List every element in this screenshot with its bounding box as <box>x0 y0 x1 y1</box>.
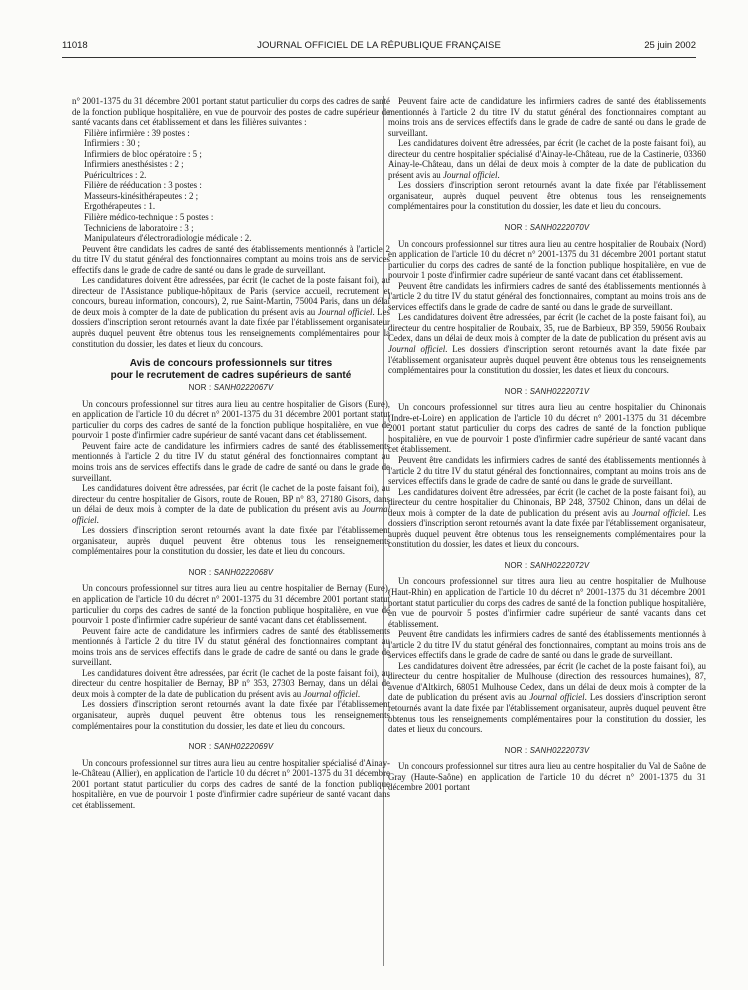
list-item: Techniciens de laboratoire : 3 ; <box>84 222 194 233</box>
list-item: Ergothérapeutes : 1. <box>84 201 156 212</box>
paragraph: Les candidatures doivent être adressées, par écrit (le cachet de la poste faisant foi), au directeur du centre hospitalier du Chinonais, BP 248, 37502 Chinon, dans un délai de deux mois à compter de la date de publication du présent avis au Journal officiel. Les dossiers d'inscription seront retournés avant la date fixée par l'établissement organisateur, auprès duquel peuvent être obtenus tous les renseignements complémentaires pour la constitution du dossier, les dates et lieux du concours. <box>388 486 706 550</box>
list-item: Masseurs-kinésithérapeutes : 2 ; <box>84 190 199 201</box>
paragraph: n° 2001-1375 du 31 décembre 2001 portant statut particulier du corps des cadres de santé de la fonction publique hospitalière, en vue de pourvoir des postes de cadre supérieur de santé vacants dans cet établissement et dans les filières suivantes : <box>72 96 390 128</box>
paragraph: Les candidatures doivent être adressées, par écrit (le cachet de la poste faisant foi), au directeur du centre hospitalier de Roubaix, 35, rue de Barbieux, BP 359, 59056 Roubaix Cedex, dans un délai de deux mois à compter de la date de publication du présent avis au Journal officiel. Les dossiers d'inscription seront retournés avant la date fixée par l'établissement organisateur auprès duquel peuvent être obtenus tous les renseignements complémentaires pour la constitution du dossier, les dates et lieux du concours. <box>388 312 706 376</box>
list-item: Filière de rééducation : 3 postes : <box>84 180 202 191</box>
paragraph: Peuvent être candidats les infirmiers cadres de santé des établissements mentionnés à l'article 2 du titre IV du statut général des fonctionnaires, comptant au moins trois ans de services effectifs dans le grade de cadre de santé ou dans le grade de surveillant. <box>388 454 706 487</box>
paragraph: Les candidatures doivent être adressées, par écrit (le cachet de la poste faisant foi), au directeur du centre hospitalier spécialisé d'Ainay-le-Château, rue de la Castinerie, 03360 Ainay-le-Château, dans un délai de deux mois à compter de la date de publication du présent avis au Journal officiel. <box>388 138 706 180</box>
list-item: Manipulateurs d'électroradiologie médicale : 2. <box>84 233 252 244</box>
paragraph: Les candidatures doivent être adressées, par écrit (le cachet de la poste faisant foi), au directeur de l'Assistance publique-hôpitaux de Paris (service accueil, recrutement et concours, bureau information, concours), 2, rue Saint-Martin, 75004 Paris, dans un délai de deux mois à compter de la date de publication du présent avis au Journal officiel. Les dossiers d'inscription seront retournés avant la date fixée par l'établissement organisateur auprès duquel peuvent être obtenus tous les renseignements complémentaires pour la constitution du dossier, les dates et lieux du concours. <box>72 275 390 349</box>
nor-reference: NOR : SANH0222072V <box>504 560 590 570</box>
page-number: 11018 <box>62 40 88 51</box>
nor-reference: NOR : SANH0222069V <box>188 742 274 752</box>
paragraph: Un concours professionnel sur titres aura lieu au centre hospitalier de Bernay (Eure), en application de l'article 10 du décret n° 2001-1375 du 31 décembre 2001 portant statut particulier du corps des cadres de santé de la fonction publique hospitalière, en vue de pourvoir 1 poste d'infirmier cadre supérieur de santé vacant dans cet établissement. <box>72 583 390 626</box>
list-item: Infirmiers anesthésistes : 2 ; <box>84 159 184 170</box>
list-item: Puéricultrices : 2. <box>84 169 147 180</box>
paragraph: Les dossiers d'inscription seront retournés avant la date fixée par l'établissement organisateur, auprès duquel peuvent être obtenus tous les renseignements complémentaires pour la constitution du dossier, les date et lieu du concours. <box>388 180 706 212</box>
list-item: Filière médico-technique : 5 postes : <box>84 212 214 223</box>
paragraph: Peuvent faire acte de candidature les infirmiers cadres de santé des établissements mentionnés à l'article 2 du titre IV du statut général des fonctionnaires comptant au moins trois ans de services effectifs dans le grade de cadre de santé ou dans le grade de surveillant. <box>72 440 390 483</box>
section-heading: Avis de concours professionnels sur titres pour le recrutement de cadres supérieurs de santé <box>110 358 352 381</box>
paragraph: Un concours professionnel sur titres aura lieu au centre hospitalier du Chinonais (Indre-et-Loire) en application de l'article 10 du décret n° 2001-1375 du 31 décembre 2001 portant statut particulier du corps des cadres de santé de la fonction publique hospitalière, en vue de pourvoir 1 poste d'infirmier cadre supérieur de santé vacant dans cet établissement. <box>388 402 706 455</box>
paragraph: Peuvent être candidats les infirmiers cadres de santé des établissements mentionnés à l'article 2 du titre IV du statut général des fonctionnaires, comptant au moins trois ans de services effectifs dans le grade de cadre de santé ou dans le grade de surveillant. <box>388 629 706 661</box>
nor-reference: NOR : SANH0222068V <box>188 567 274 577</box>
paragraph: Les candidatures doivent être adressées, par écrit (le cachet de la poste faisant foi), au directeur du centre hospitalier de Gisors, route de Rouen, BP n° 83, 27180 Gisors, dans un délai de deux mois à compter de la date de publication du présent avis au Journal officiel. <box>72 483 390 525</box>
journal-title: JOURNAL OFFICIEL DE LA RÉPUBLIQUE FRANÇAISE <box>257 40 501 51</box>
journal-officiel-ref: Journal officiel <box>442 169 498 180</box>
paragraph: Les dossiers d'inscription seront retournés avant la date fixée par l'établissement organisateur, auprès duquel peuvent être obtenus tous les renseignements complémentaires pour la constitution du dossier, les date et lieu du concours. <box>72 699 390 731</box>
list-item: Infirmiers : 30 ; <box>84 138 140 149</box>
list-item: Filière infirmière : 39 postes : <box>84 127 190 138</box>
nor-reference: NOR : SANH0222071V <box>504 386 590 396</box>
journal-officiel-ref: Journal officiel <box>303 688 358 699</box>
paragraph: Peuvent faire acte de candidature les infirmiers cadres de santé des établissements mentionnés à l'article 2 du titre IV du statut général des fonctionnaires comptant au moins trois ans de services effectifs dans le grade de cadre de santé ou dans le grade de surveillant. <box>72 625 390 668</box>
page-header <box>62 40 696 54</box>
journal-officiel-ref: Journal officiel <box>388 344 446 355</box>
nor-reference: NOR : SANH0222070V <box>504 223 590 233</box>
journal-officiel-ref: Journal officiel <box>632 507 688 518</box>
nor-reference: NOR : SANH0222067V <box>188 383 274 393</box>
journal-officiel-ref: Journal officiel <box>317 306 373 317</box>
paragraph: Peuvent faire acte de candidature les infirmiers cadres de santé des établissements mentionnés à l'article 2 du titre IV du statut général des fonctionnaires comptant au moins trois ans de services effectifs dans le grade de cadre de santé ou dans le grade de surveillant. <box>388 96 706 138</box>
publication-date: 25 juin 2002 <box>644 40 696 51</box>
paragraph: Les dossiers d'inscription seront retournés avant la date fixée par l'établissement organisateur, auprès duquel peuvent être obtenus tous les renseignements complémentaires pour la constitution du dossier, les date et lieu du concours. <box>72 525 390 557</box>
list-item: Infirmiers de bloc opératoire : 5 ; <box>84 148 202 159</box>
nor-reference: NOR : SANH0222073V <box>504 745 590 755</box>
paragraph: Un concours professionnel sur titres aura lieu au centre hospitalier de Mulhouse (Haut-Rhin) en application de l'article 10 du décret n° 2001-1375 du 31 décembre 2001 portant statut particulier du corps des cadres de santé de la fonction publique hospitalière, en vue de pourvoir 5 postes d'infirmier cadre supérieur de santé vacants dans cet établissement. <box>388 576 706 629</box>
paragraph: Un concours professionnel sur titres aura lieu au centre hospitalier de Roubaix (Nord) en application de l'article 10 du décret n° 2001-1375 du 31 décembre 2001 portant statut particulier du corps des cadres de santé de la fonction publique hospitalière, en vue de pourvoir 1 poste d'infirmier cadre supérieur de santé vacant dans cet établissement. <box>388 238 706 281</box>
left-column <box>72 96 390 810</box>
paragraph: Les candidatures doivent être adressées, par écrit (le cachet de la poste faisant foi), au directeur du centre hospitalier de Bernay, BP n° 353, 27303 Bernay, dans un délai de deux mois à compter de la date de publication du présent avis au Journal officiel. <box>72 667 390 699</box>
paragraph: Les candidatures doivent être adressées, par écrit (le cachet de la poste faisant foi), au directeur du centre hospitalier de Mulhouse (direction des ressources humaines), 87, avenue d'Altkirch, 68051 Mulhouse Cedex, dans un délai de deux mois à compter de la date de publication du présent avis au Journal officiel. Les dossiers d'inscription seront retournés avant la date fixée par l'établissement organisateur, auprès duquel peuvent être obtenus tous les renseignements complémentaires pour la constitution du dossier, les dates et lieux du concours. <box>388 660 706 735</box>
right-column <box>388 96 706 793</box>
journal-officiel-ref: Journal officiel <box>529 692 585 703</box>
paragraph: Peuvent être candidats les cadres de santé des établissements mentionnés à l'article 2 du titre IV du statut général des fonctionnaires comptant au moins trois ans de services effectifs dans le grade de cadre de santé ou dans le grade de surveillant. <box>72 243 390 275</box>
paragraph: Un concours professionnel sur titres aura lieu au centre hospitalier du Val de Saône de Gray (Haute-Saône) en application de l'article 10 du décret n° 2001-1375 du 31 décembre 2001 portant <box>388 761 706 793</box>
paragraph: Un concours professionnel sur titres aura lieu au centre hospitalier de Gisors (Eure), en application de l'article 10 du décret n° 2001-1375 du 31 décembre 2001 portant statut particulier du corps des cadres de santé de la fonction publique hospitalière, en vue de pourvoir 1 poste d'infirmier cadre supérieur de santé vacant dans cet établissement. <box>72 398 390 441</box>
paragraph: Un concours professionnel sur titres aura lieu au centre hospitalier spécialisé d'Ainay-le-Château (Allier), en application de l'article 10 du décret n° 2001-1375 du 31 décembre 2001 portant statut particulier du corps des cadres de santé de la fonction publique hospitalière, en vue de pourvoir 1 poste d'infirmier cadre supérieur de santé vacant dans cet établissement. <box>72 757 390 810</box>
paragraph: Peuvent être candidats les infirmiers cadres de santé des établissements mentionnés à l'article 2 du titre IV du statut général des fonctionnaires, comptant au moins trois ans de services effectifs dans le grade de cadre de santé ou dans le grade de surveillant. <box>388 280 706 312</box>
header-rule <box>62 57 696 58</box>
journal-officiel-ref: Journal officiel <box>72 504 390 525</box>
post-list <box>72 128 390 244</box>
